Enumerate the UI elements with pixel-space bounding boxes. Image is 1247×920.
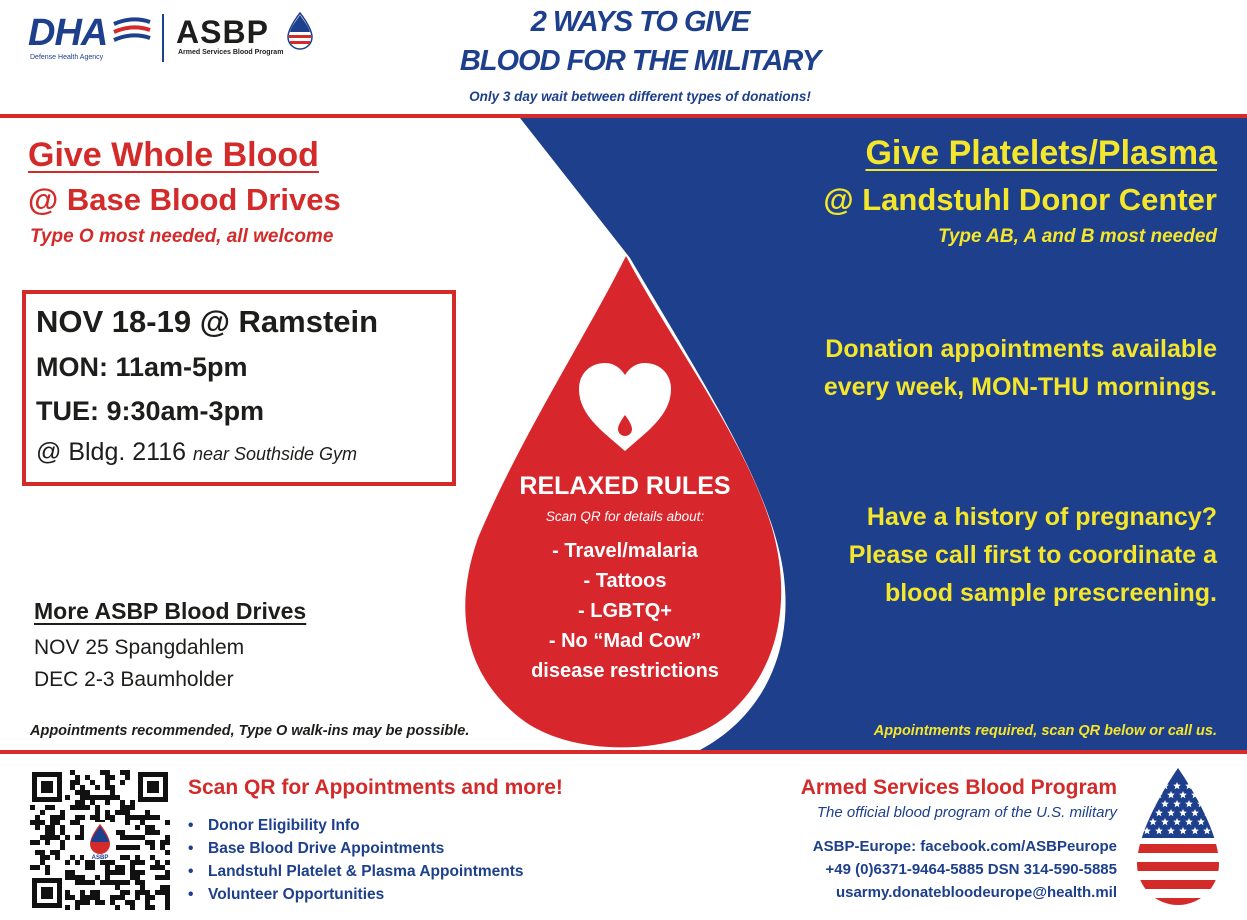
- event-title: NOV 18-19 @ Ramstein: [36, 304, 379, 339]
- dha-logo-subtext: Defense Health Agency: [30, 54, 104, 61]
- qr-info-list: [188, 814, 524, 906]
- relaxed-rule-item: - Tattoos: [583, 570, 667, 592]
- event-monday-hours: MON: 11am-5pm: [36, 352, 248, 382]
- pregnancy-line: Please call first to coordinate a: [848, 541, 1217, 569]
- whole-blood-footnote: Appointments recommended, Type O walk-ins may be possible.: [30, 723, 470, 739]
- whole-blood-type-note: Type O most needed, all welcome: [30, 226, 334, 247]
- appointments-info: [737, 330, 1217, 406]
- footer: [0, 754, 1247, 920]
- flag-stripes-icon: [112, 16, 152, 48]
- more-drive-item: DEC 2-3 Baumholder: [34, 668, 234, 691]
- relaxed-rules-subtitle: Scan QR for details about:: [545, 509, 705, 524]
- ramstein-event-box: [22, 290, 456, 486]
- page-subtitle: Only 3 day wait between different types of donations!: [469, 89, 811, 104]
- dha-logo-text: DHA: [28, 12, 108, 54]
- more-drives-title: More ASBP Blood Drives: [34, 598, 307, 624]
- relaxed-rule-item: - No “Mad Cow”: [548, 630, 702, 652]
- contact-phone[interactable]: +49 (0)6371-9464-5885 DSN 314-590-5885: [825, 861, 1117, 878]
- platelets-title: Give Platelets/Plasma: [865, 134, 1217, 172]
- event-tuesday-hours: TUE: 9:30am-3pm: [36, 396, 265, 426]
- relaxed-rule-item: - Travel/malaria: [552, 540, 698, 562]
- program-title: Armed Services Blood Program: [800, 776, 1117, 799]
- asbp-logo-subtext: Armed Services Blood Program: [178, 49, 284, 56]
- flag-blood-drop-icon: [1133, 766, 1223, 911]
- list-item: • Donor Eligibility Info: [188, 817, 360, 834]
- platelets-type-note: Type AB, A and B most needed: [937, 226, 1217, 247]
- asbp-drop-logo-icon: [286, 12, 314, 50]
- scan-qr-title: Scan QR for Appointments and more!: [188, 776, 563, 799]
- pregnancy-line: Have a history of pregnancy?: [866, 503, 1217, 531]
- page-title-line-2: BLOOD FOR THE MILITARY: [459, 45, 821, 77]
- list-item: • Base Blood Drive Appointments: [188, 840, 445, 857]
- relaxed-rule-item: disease restrictions: [531, 660, 719, 682]
- header: [0, 0, 1247, 114]
- event-location-note: near Southside Gym: [192, 444, 358, 464]
- list-item: • Landstuhl Platelet & Plasma Appointments: [188, 863, 524, 880]
- relaxed-rules-title: RELAXED RULES: [519, 472, 731, 500]
- more-drive-item: NOV 25 Spangdahlem: [34, 636, 245, 659]
- pregnancy-line: blood sample prescreening.: [884, 579, 1217, 607]
- platelets-footnote: Appointments required, scan QR below or call us.: [873, 723, 1217, 739]
- qr-code[interactable]: [30, 770, 170, 910]
- main-panel: [0, 118, 1247, 750]
- relaxed-rules-list: [480, 536, 770, 686]
- asbp-logo-text: ASBP: [176, 14, 269, 50]
- heart-drop-icon: [575, 361, 675, 457]
- qr-label: ASBP: [91, 855, 109, 861]
- relaxed-rule-item: - LGBTQ+: [578, 600, 672, 622]
- event-building: @ Bldg. 2116: [36, 438, 187, 466]
- appointments-line: Donation appointments available: [825, 335, 1217, 363]
- event-location: [36, 438, 357, 467]
- appointments-line: every week, MON-THU mornings.: [823, 373, 1217, 401]
- whole-blood-location: @ Base Blood Drives: [28, 182, 341, 217]
- contact-social-link[interactable]: ASBP-Europe: facebook.com/ASBPeurope: [812, 838, 1117, 855]
- contact-email-link[interactable]: usarmy.donatebloodeurope@health.mil: [835, 884, 1117, 901]
- logo-divider: [162, 14, 164, 62]
- whole-blood-title: Give Whole Blood: [28, 136, 319, 174]
- platelets-location: @ Landstuhl Donor Center: [823, 182, 1217, 217]
- pregnancy-info: [737, 498, 1217, 612]
- page-title-line-1: 2 WAYS TO GIVE: [530, 6, 750, 38]
- program-subtitle: The official blood program of the U.S. military: [816, 804, 1117, 821]
- list-item: • Volunteer Opportunities: [188, 886, 385, 903]
